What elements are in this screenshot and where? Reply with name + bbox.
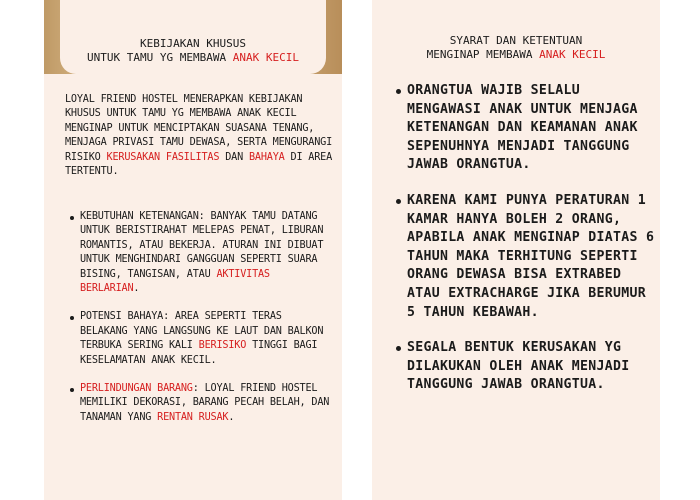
intro-text-mid: DAN bbox=[219, 151, 249, 163]
list-item-text: : LOYAL FRIEND HOSTEL MEMILIKI DEKORASI, BARANG PECAH BELAH, DAN TANAMAN YANG bbox=[80, 383, 330, 423]
intro-text: LOYAL FRIEND HOSTEL MENERAPKAN KEBIJAKAN KHUSUS UNTUK TAMU YG MEMBAWA ANAK KECIL MENGINAP UNTUK MENCIPTAKAN SUASANA TENANG, MENJAGA PRIVASI TAMU DEWASA, SERTA MENGURANGI RISIKO bbox=[65, 94, 333, 163]
list-item-highlight: AKTIVITAS BERLARIAN bbox=[80, 268, 270, 295]
policy-reasons-list bbox=[80, 210, 334, 439]
list-item-highlight: RENTAN RUSAK bbox=[157, 411, 229, 423]
list-item-text: KEBUTUHAN KETENANGAN: BANYAK TAMU DATANG UNTUK BERISTIRAHAT MELEPAS PENAT, LIBURAN ROMANTIS, ATAU BEKERJA. ATURAN INI DIBUAT UNTUK MENGHINDARI GANGGUAN SEPERTI SUARA BISING, TANGISAN, ATAU bbox=[80, 211, 324, 280]
intro-highlight-fasilitas: KERUSAKAN FASILITAS bbox=[106, 151, 220, 163]
list-item bbox=[80, 310, 334, 368]
list-item-text-end: . bbox=[228, 411, 235, 423]
list-item: SEGALA BENTUK KERUSAKAN YG DILAKUKAN OLEH ANAK MENJADI TANGGUNG JAWAB ORANGTUA. bbox=[407, 339, 655, 395]
left-title-line2 bbox=[44, 51, 342, 65]
list-item bbox=[80, 382, 334, 425]
right-title-highlight: ANAK KECIL bbox=[539, 48, 606, 61]
intro-paragraph bbox=[65, 93, 337, 179]
right-title-line1: SYARAT DAN KETENTUAN bbox=[449, 34, 583, 47]
right-title-line2-text: MENGINAP MEMBAWA bbox=[426, 48, 540, 61]
intro-text-end: DI AREA TERTENTU. bbox=[65, 151, 333, 178]
left-title-highlight: ANAK KECIL bbox=[232, 51, 299, 64]
list-item bbox=[80, 210, 334, 296]
terms-panel-right bbox=[372, 0, 660, 500]
right-panel-title bbox=[372, 34, 660, 62]
left-title-line1: KEBIJAKAN KHUSUS bbox=[140, 37, 246, 50]
left-title-line2-text: UNTUK TAMU YG MEMBAWA bbox=[87, 51, 233, 64]
list-item-lead-highlight: PERLINDUNGAN BARANG bbox=[80, 383, 193, 395]
left-panel-title bbox=[44, 37, 342, 65]
list-item: KARENA KAMI PUNYA PERATURAN 1 KAMAR HANYA BOLEH 2 ORANG, APABILA ANAK MENGINAP DIATAS 6 TAHUN MAKA TERHITUNG SEPERTI ORANG DEWASA BISA EXTRABED ATAU EXTRACHARGE JIKA BERUMUR 5 TAHUN KEBAWAH. bbox=[407, 192, 655, 322]
list-item-text: POTENSI BAHAYA: AREA SEPERTI TERAS BELAKANG YANG LANGSUNG KE LAUT DAN BALKON TERBUKA SERING KALI bbox=[80, 311, 324, 352]
intro-highlight-bahaya: BAHAYA bbox=[248, 151, 285, 163]
policy-panel-left bbox=[44, 0, 342, 500]
list-item-highlight: BERISIKO bbox=[198, 340, 247, 352]
list-item-text-end: TINGGI BAGI KESELAMATAN ANAK KECIL. bbox=[80, 340, 318, 366]
list-item-text-end: . bbox=[133, 283, 140, 295]
terms-list bbox=[407, 82, 655, 412]
right-title-line2 bbox=[372, 48, 660, 62]
list-item: ORANGTUA WAJIB SELALU MENGAWASI ANAK UNTUK MENJAGA KETENANGAN DAN KEAMANAN ANAK SEPENUHNYA MENJADI TANGGUNG JAWAB ORANGTUA. bbox=[407, 82, 655, 175]
